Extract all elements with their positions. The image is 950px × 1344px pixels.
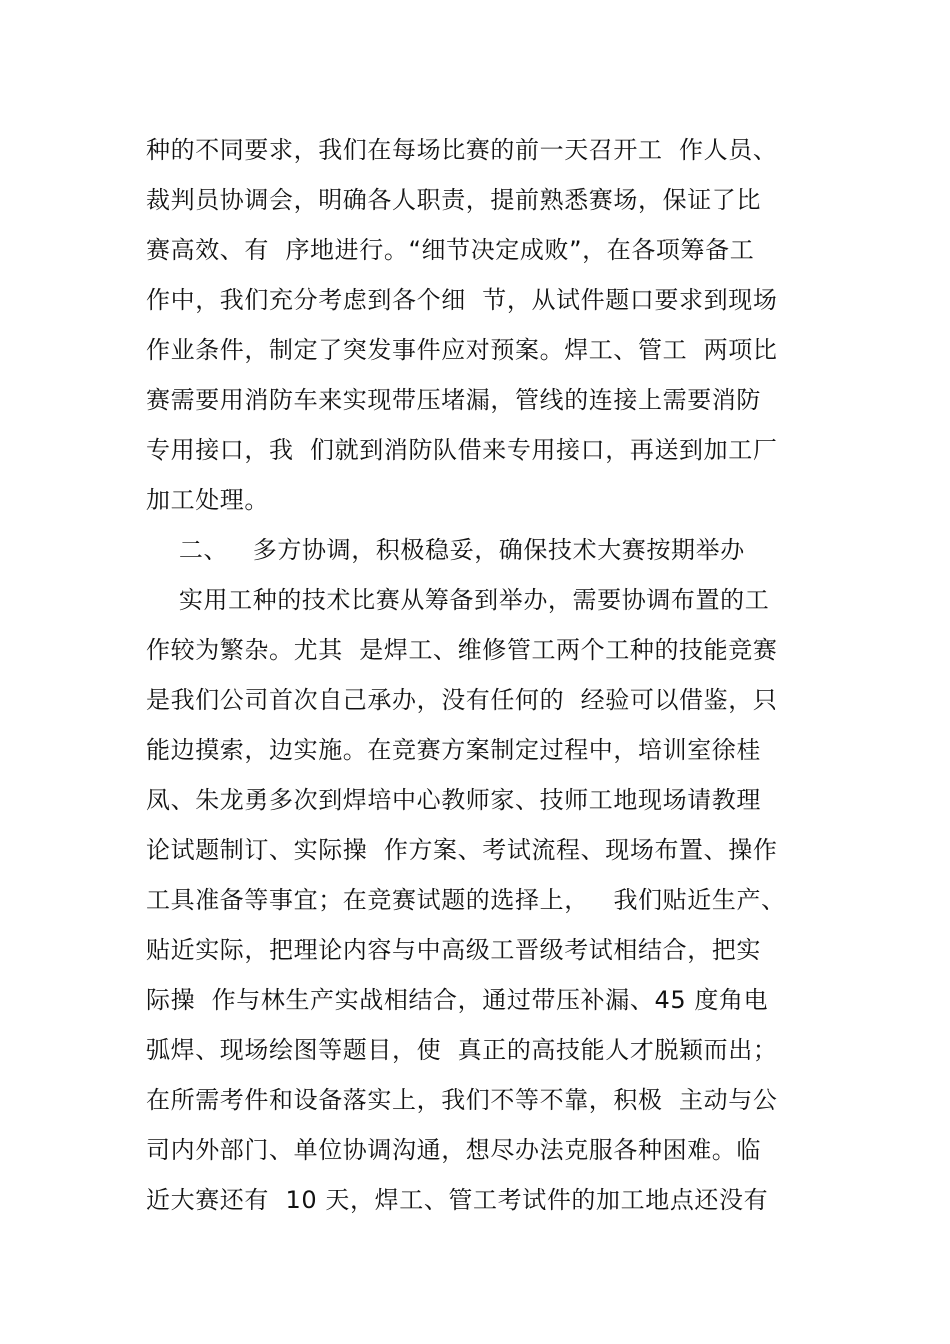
text-line: 际操 作与林生产实战相结合，通过带压补漏、45 度角电 <box>146 986 769 1014</box>
text-line: 赛高效、有 序地进行。“细节决定成败”，在各项筹备工 <box>146 236 755 264</box>
text-line: 作中，我们充分考虑到各个细 节，从试件题口要求到现场 <box>146 286 778 314</box>
section-heading: 二、 多方协调，积极稳妥，确保技术大赛按期举办 <box>146 536 745 564</box>
text-line: 司内外部门、单位协调沟通，想尽办法克服各种困难。临 <box>146 1136 761 1164</box>
text-line: 是我们公司首次自己承办，没有任何的 经验可以借鉴，只 <box>146 686 778 714</box>
text-line: 赛需要用消防车来实现带压堵漏，管线的连接上需要消防 <box>146 386 761 414</box>
text-line: 能边摸索，边实施。在竞赛方案制定过程中，培训室徐桂 <box>146 736 761 764</box>
text-line: 近大赛还有 10 天，焊工、管工考试件的加工地点还没有 <box>146 1186 769 1214</box>
text-line: 加工处理。 <box>146 486 269 514</box>
text-line: 弧焊、现场绘图等题目，使 真正的高技能人才脱颖而出； <box>146 1036 778 1064</box>
text-line: 贴近实际，把理论内容与中高级工晋级考试相结合，把实 <box>146 936 761 964</box>
text-line: 专用接口，我 们就到消防队借来专用接口，再送到加工厂 <box>146 436 778 464</box>
text-line: 实用工种的技术比赛从筹备到举办，需要协调布置的工 <box>146 586 770 614</box>
text-line: 作较为繁杂。尤其 是焊工、维修管工两个工种的技能竞赛 <box>146 636 778 664</box>
text-line: 工具准备等事宜；在竞赛试题的选择上， 我们贴近生产、 <box>146 886 786 914</box>
text-line: 在所需考件和设备落实上，我们不等不靠，积极 主动与公 <box>146 1086 778 1114</box>
text-line: 论试题制订、实际操 作方案、考试流程、现场布置、操作 <box>146 836 778 864</box>
text-line: 凤、朱龙勇多次到焊培中心教师家、技师工地现场请教理 <box>146 786 761 814</box>
text-line: 作业条件，制定了突发事件应对预案。焊工、管工 两项比 <box>146 336 778 364</box>
text-line: 种的不同要求，我们在每场比赛的前一天召开工 作人员、 <box>146 136 778 164</box>
text-line: 裁判员协调会，明确各人职责，提前熟悉赛场，保证了比 <box>146 186 761 214</box>
